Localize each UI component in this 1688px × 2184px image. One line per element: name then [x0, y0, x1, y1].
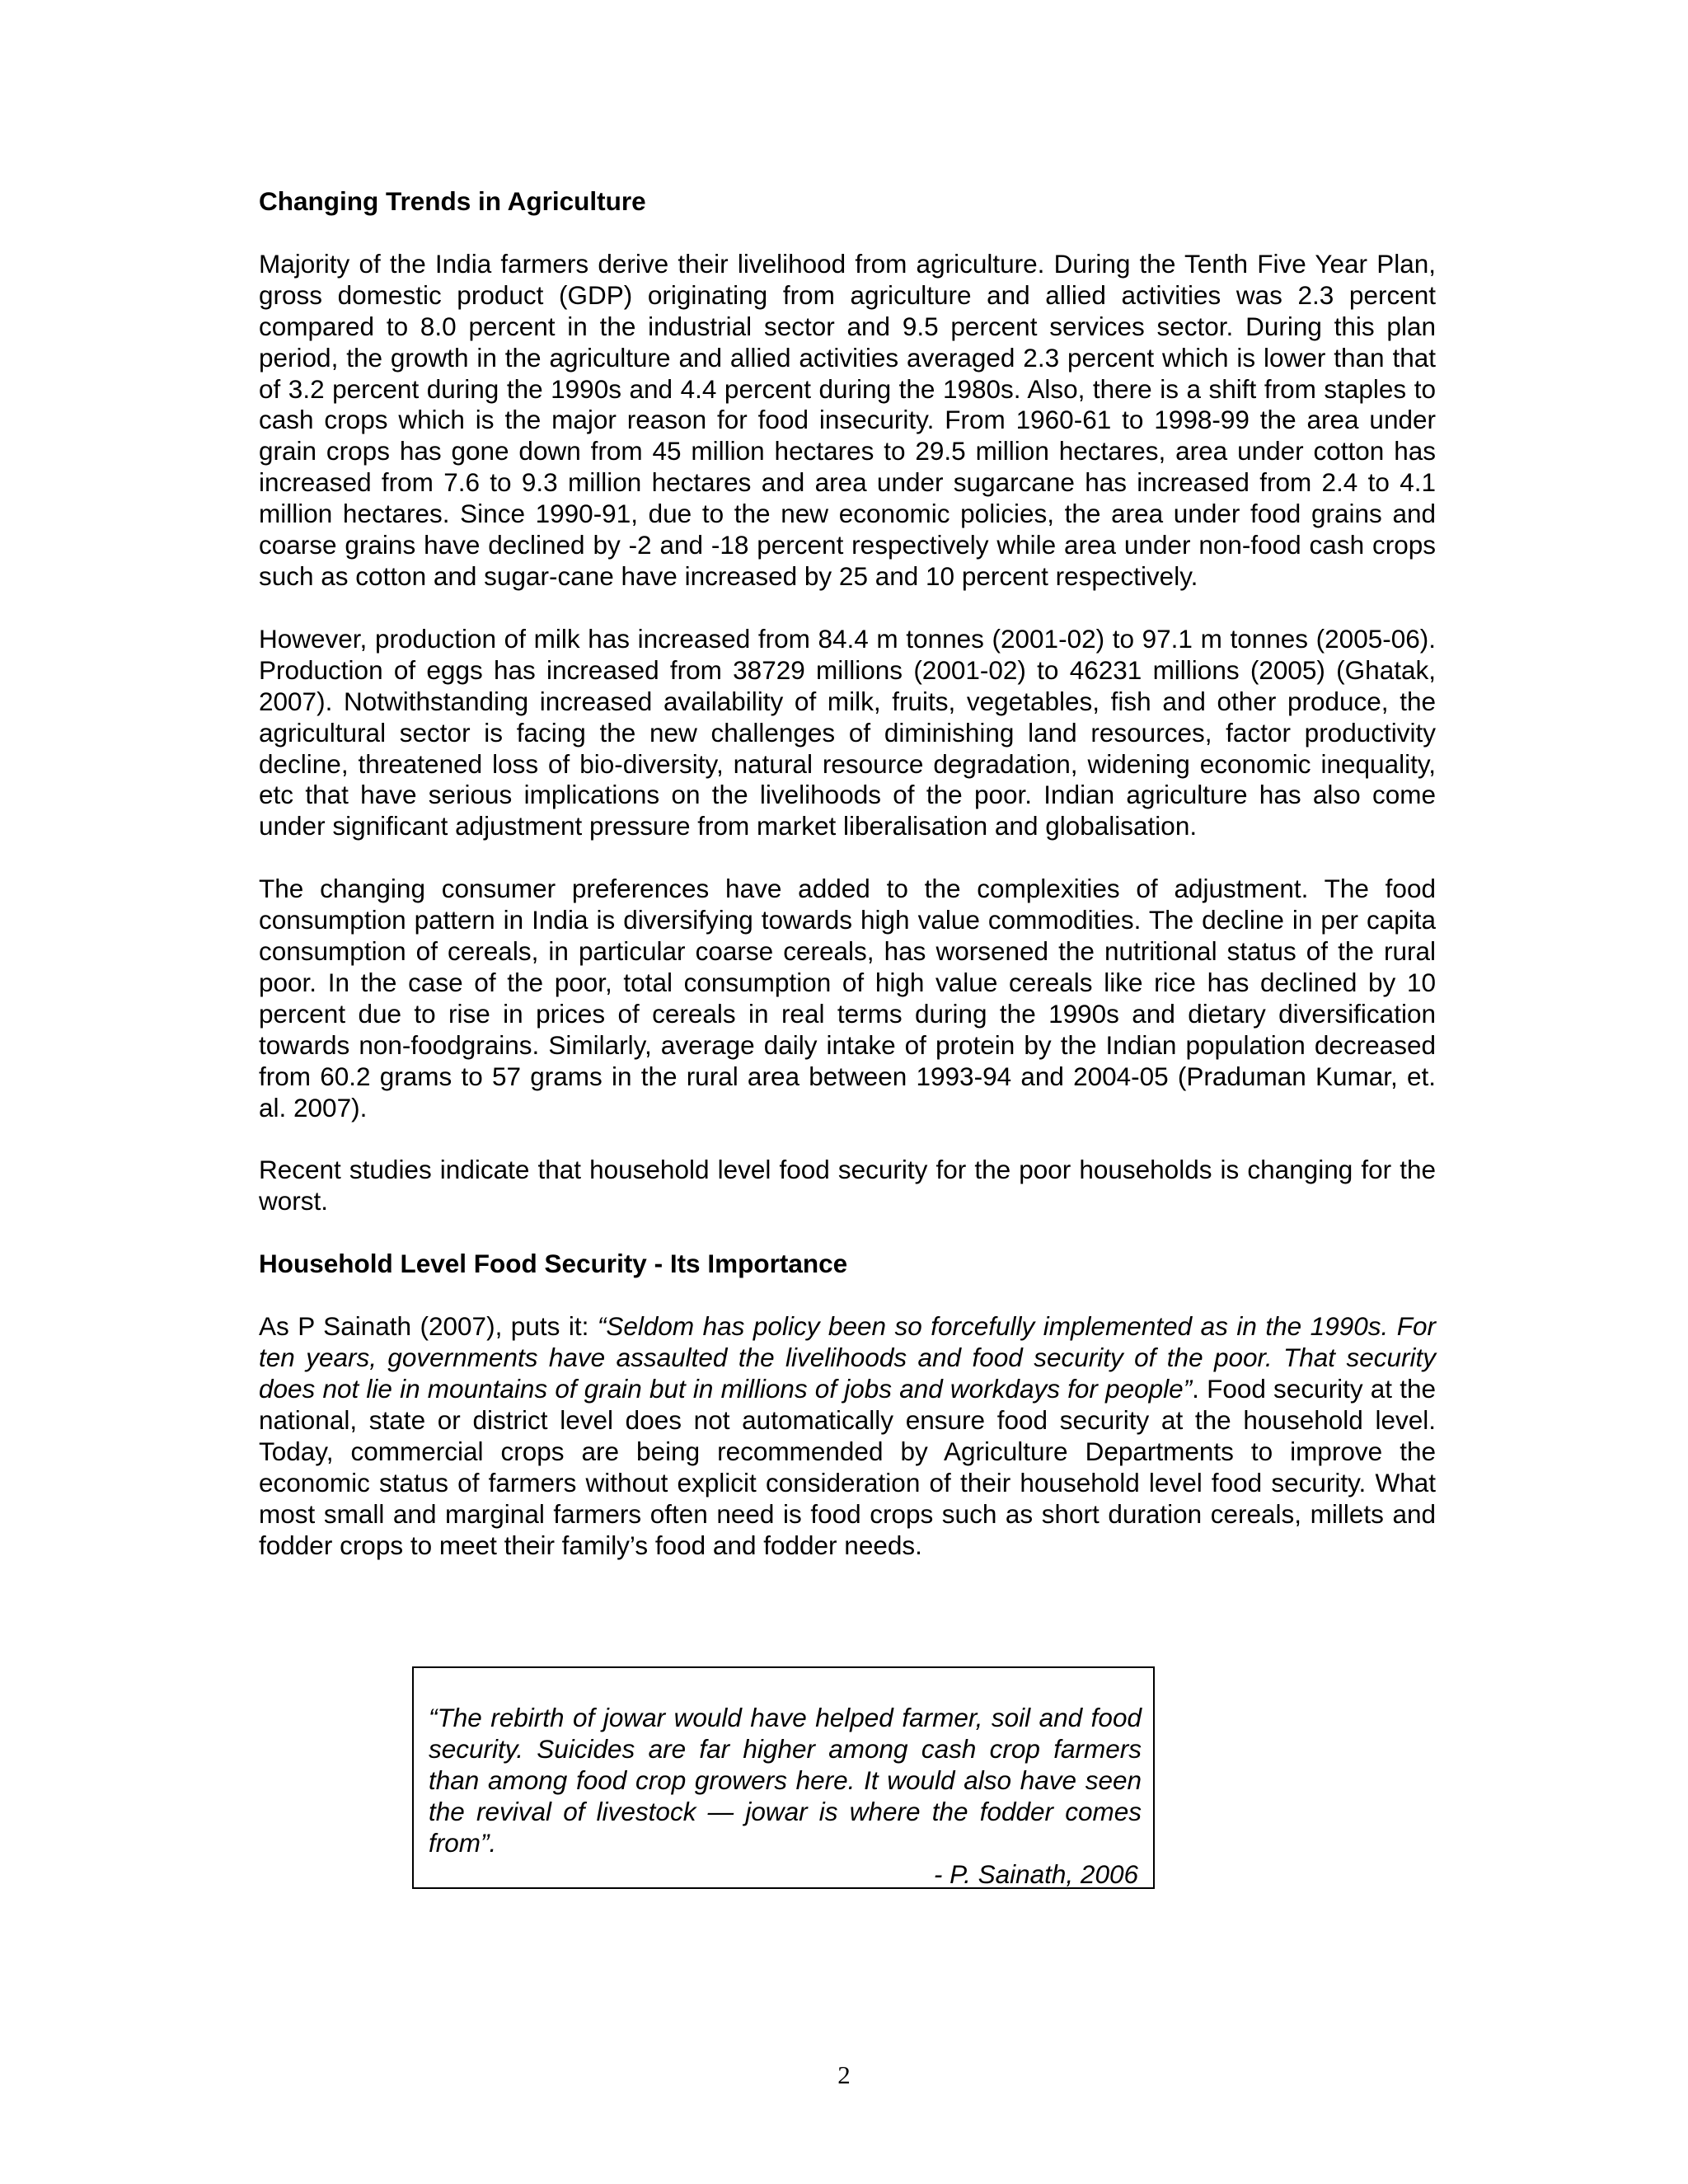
- section-heading-changing-trends: Changing Trends in Agriculture: [259, 186, 646, 216]
- lead-in-text: As P Sainath (2007), puts it:: [259, 1311, 598, 1342]
- paragraph-sainath-quote: [259, 1311, 1436, 1561]
- section-heading-household-food-security: Household Level Food Security - Its Importance: [259, 1249, 848, 1279]
- paragraph-consumer-preferences: The changing consumer preferences have added to the complexities of adjustment. The food consumption pattern in India is diversifying towards high value commodities. The decline in per capita consumption of cereals, in particular coarse cereals, has worsened the nutritional status of the rural poor. In the case of the poor, total consumption of high value cereals like rice has declined by 10 percent due to rise in prices of cereals in real terms during the 1990s and dietary diversification towards non-foodgrains. Similarly, average daily intake of protein by the Indian population decreased from 60.2 grams to 57 grams in the rural area between 1993-94 and 2004-05 (Praduman Kumar, et. al. 2007).: [259, 874, 1436, 1122]
- pull-quote-box: [412, 1666, 1155, 1889]
- paragraph-agriculture-growth: Majority of the India farmers derive their livelihood from agriculture. During the Tenth Five Year Plan, gross domestic product (GDP) originating from agriculture and allied activities was 2.3 percent compared to 8.0 percent in the industrial sector and 9.5 percent services sector. During this plan period, the growth in the agriculture and allied activities averaged 2.3 percent which is lower than that of 3.2 percent during the 1990s and 4.4 percent during the 1980s. Also, there is a shift from staples to cash crops which is the major reason for food insecurity. From 1960-61 to 1998-99 the area under grain crops has gone down from 45 million hectares to 29.5 million hectares, area under cotton has increased from 7.6 to 9.3 million hectares and area under sugarcane has increased from 2.4 to 4.1 million hectares. Since 1990-91, due to the new economic policies, the area under food grains and coarse grains have declined by -2 and -18 percent respectively while area under non-food cash crops such as cotton and sugar-cane have increased by 25 and 10 percent respectively.: [259, 248, 1436, 591]
- continuation-text: . Food security at the national, state or district level does not automatically ensure food security at the household level. Today, commercial crops are being recommended by Agriculture Departments to improve the economic status of farmers without explicit consideration of their household level food security. What most small and marginal farmers often need is food crops such as short duration cereals, millets and fodder crops to meet their family’s food and fodder needs.: [259, 1374, 1436, 1560]
- paragraph-recent-studies: Recent studies indicate that household level food security for the poor households is changing for the worst.: [259, 1155, 1436, 1216]
- inline-quote: “Seldom has policy been so forcefully implemented as in the 1990s. For ten years, governments have assaulted the livelihoods and food security of the poor. That security does not lie in mountains of grain but in millions of jobs and workdays for people”: [259, 1311, 1436, 1404]
- body-content: [259, 186, 1436, 1561]
- pull-quote-attribution: - P. Sainath, 2006: [933, 1859, 1138, 1889]
- pull-quote-text: “The rebirth of jowar would have helped farmer, soil and food security. Suicides are far higher among cash crop farmers than among food crop growers here. It would also have seen the revival of livestock — jowar is where the fodder comes from”.: [429, 1703, 1142, 1858]
- paragraph-production: However, production of milk has increased from 84.4 m tonnes (2001-02) to 97.1 m tonnes (2005-06). Production of eggs has increased from 38729 millions (2001-02) to 46231 millions (2005) (Ghatak, 2007). Notwithstanding increased availability of milk, fruits, vegetables, fish and other produce, the agricultural sector is facing the new challenges of diminishing land resources, factor productivity decline, threatened loss of bio-diversity, natural resource degradation, widening economic inequality, etc that have serious implications on the livelihoods of the poor. Indian agriculture has also come under significant adjustment pressure from market liberalisation and globalisation.: [259, 623, 1436, 841]
- page-number: 2: [837, 2060, 851, 2089]
